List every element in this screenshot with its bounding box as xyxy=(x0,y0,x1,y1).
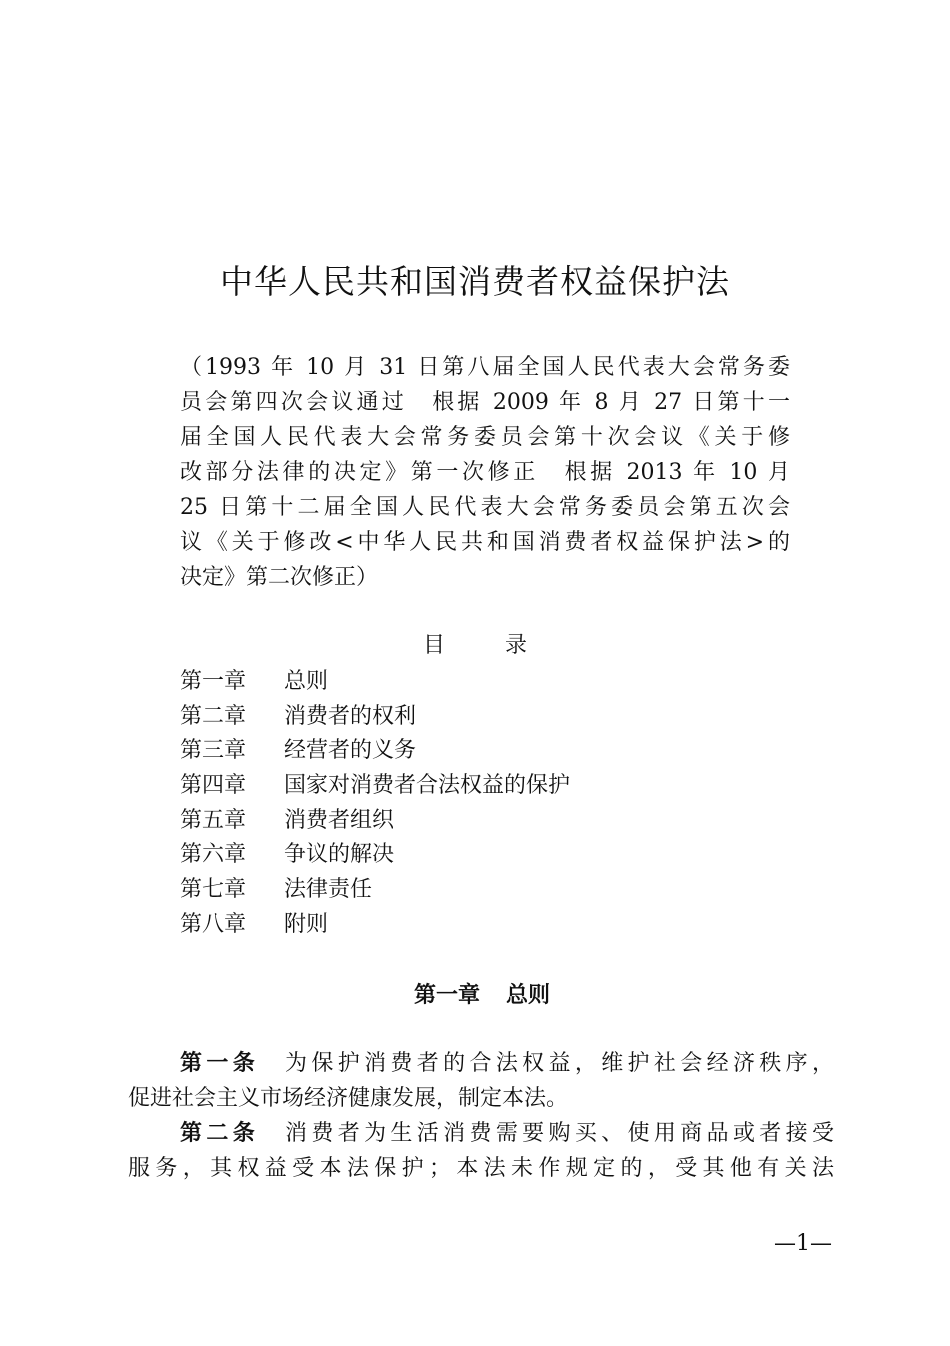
toc-item xyxy=(180,734,570,769)
history-line: 议《关于修改<中华人民共和国消费者权益保护法>的 xyxy=(180,530,790,555)
toc-chapter-title: 附则 xyxy=(284,911,329,937)
toc-chapter-title: 消费者的权利 xyxy=(284,703,417,729)
toc-chapter-title: 国家对消费者合法权益的保护 xyxy=(284,773,571,799)
page-number: —1— xyxy=(774,1231,832,1256)
article-continuation: 服务，其权益受本法保护；本法未作规定的，受其他有关法 xyxy=(128,1156,834,1181)
chapter-title: 总则 xyxy=(506,983,551,1008)
chapter-heading xyxy=(0,978,950,1014)
article-text: 为保护消费者的合法权益，维护社会经济秩序， xyxy=(285,1051,834,1076)
history-line: 改部分法律的决定》第一次修正 根据 2013 年 10 月 xyxy=(180,460,790,485)
toc-chapter-title: 争议的解决 xyxy=(284,842,395,868)
article-text: 消费者为生活消费需要购买、使用商品或者接受 xyxy=(285,1121,834,1146)
toc-heading-right: 录 xyxy=(505,633,528,658)
history-line: 25 日第十二届全国人民代表大会常务委员会第五次会 xyxy=(180,495,790,520)
document-title: 中华人民共和国消费者权益保护法 xyxy=(220,262,730,301)
toc-chapter-title: 经营者的义务 xyxy=(284,738,417,764)
article-first-line xyxy=(128,1046,834,1081)
toc-item xyxy=(180,665,570,700)
history-line: 员会第四次会议通过 根据 2009 年 8 月 27 日第十一 xyxy=(180,390,790,415)
articles xyxy=(128,1046,834,1186)
chapter-number: 第一章 xyxy=(413,983,480,1008)
toc-chapter-number: 第八章 xyxy=(180,911,247,937)
toc-item xyxy=(180,700,570,735)
toc-chapter-title: 消费者组织 xyxy=(284,807,395,833)
legislative-history xyxy=(180,350,790,595)
article-continuation: 促进社会主义市场经济健康发展，制定本法。 xyxy=(128,1086,569,1111)
toc-chapter-number: 第五章 xyxy=(180,807,247,833)
history-line: 届全国人民代表大会常务委员会第十次会议《关于修 xyxy=(180,425,790,450)
toc-chapter-number: 第七章 xyxy=(180,877,247,903)
article-label: 第一条 xyxy=(180,1051,260,1076)
toc-heading-left: 目 xyxy=(422,633,445,658)
toc-item xyxy=(180,804,570,839)
toc-chapter-number: 第二章 xyxy=(180,703,247,729)
toc-chapter-number: 第一章 xyxy=(180,669,247,694)
history-line: 决定》第二次修正） xyxy=(180,565,379,590)
toc-chapter-title: 法律责任 xyxy=(284,877,373,903)
article-first-line xyxy=(128,1116,834,1151)
toc-chapter-number: 第三章 xyxy=(180,738,247,764)
toc-chapter-number: 第六章 xyxy=(180,842,247,868)
toc-heading xyxy=(0,630,950,662)
toc-item xyxy=(180,769,570,804)
toc-chapter-title: 总则 xyxy=(284,669,329,694)
toc-item xyxy=(180,838,570,873)
table-of-contents xyxy=(180,665,570,943)
toc-chapter-number: 第四章 xyxy=(180,773,247,799)
article-label: 第二条 xyxy=(180,1121,260,1146)
toc-item xyxy=(180,873,570,908)
toc-item xyxy=(180,908,570,943)
history-line: （1993 年 10 月 31 日第八届全国人民代表大会常务委 xyxy=(180,355,790,380)
